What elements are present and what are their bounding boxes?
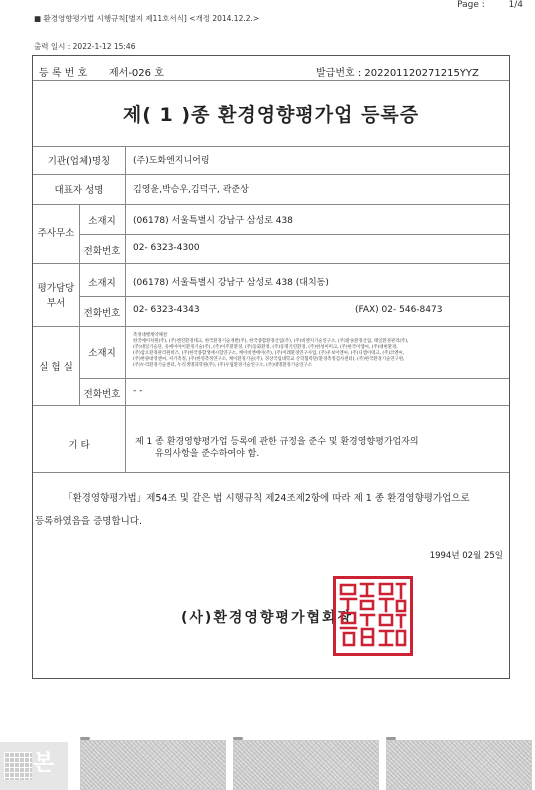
page-label: Page : <box>457 0 485 10</box>
eval-label-2: 부서 <box>46 298 66 309</box>
page-indicator <box>457 0 523 10</box>
lab-address: 측정대행계약체결 한국에이치원(주), (주)엔진환경테크, 한국환경기술개발(주), 한국종합환경산업(주), (주)비엔지기술연구소, (주)환솔환경산업, 태일환경관리(주), (주)대일기술단, 유에이아이환경기술(주), (주)이주환환경, (주)동화환경, (주)동명기연환경, (주)한성이미크, (주)한국이엠씨, (주)대현환경, (주)삼오환경관리원비즈, (주)한국종합생애시험연구소, 케이비엔에이(주), (주)이레환경연구사업, (주)우보이엔씨, (주)디엠이테크, (주)코엔씨, (주)한양대영엔씨, 저기측정, (주)한영측정연구소, 케이환경기술(주), 경상국립대학교 산학협력단(환경측정검사센터), (주)한국환경기술연구원, (주)누리환경기술센터, 누리생명과학원(주), (주)우림환경기술연구소, (주)대명환경기술연구소 <box>133 333 409 368</box>
lab-address-label: 소재지 <box>88 348 116 359</box>
issue-date: 1994년 02월 25일 <box>429 551 503 561</box>
misc-text-2: 유의사항을 준수하여야 함. <box>155 449 260 459</box>
divider <box>33 405 509 406</box>
stamp-grid <box>4 752 32 780</box>
statement-line-2: 등록하였음을 증명합니다. <box>35 516 142 527</box>
misc-label: 기 타 <box>68 440 90 451</box>
code-marker <box>233 737 243 740</box>
issue-number: 발급번호 : 202201120271215YYZ <box>316 68 479 79</box>
stamp-mark: 본 <box>33 751 55 776</box>
divider <box>33 326 509 327</box>
verification-code-1 <box>80 740 226 790</box>
registration-number: 제서-026 호 <box>109 68 164 79</box>
divider <box>33 80 509 81</box>
divider <box>79 296 509 297</box>
certificate-title: 제( 1 )종 환경영향평가업 등록증 <box>122 104 420 126</box>
lab-label: 실 험 실 <box>39 362 73 373</box>
print-date: 출력 일시 : 2022-1-12 15:46 <box>34 42 136 51</box>
divider <box>33 146 509 147</box>
org-label: 기관(업체)명칭 <box>47 156 111 167</box>
registration-label: 등 록 번 호 <box>39 68 88 79</box>
code-marker <box>386 737 396 740</box>
office-phone: 02- 6323-4300 <box>133 243 200 253</box>
page-number: 1/4 <box>508 0 523 10</box>
divider <box>33 174 509 175</box>
watermark-stamp <box>0 742 68 790</box>
rep-label: 대표자 성명 <box>54 185 104 196</box>
lab-phone-label: 전화번호 <box>83 389 121 400</box>
misc-text-1: 제 1 종 환경영향평가업 등록에 관한 규정을 준수 및 환경영향평가업자의 <box>135 437 419 447</box>
issuer-name: (사)환경영향평가협회장 <box>181 610 354 626</box>
divider <box>79 378 509 379</box>
office-phone-label: 전화번호 <box>83 246 121 257</box>
rep-names: 김영윤,박승우,김덕구, 곽준상 <box>133 185 249 195</box>
verification-code-2 <box>233 740 379 790</box>
column-divider <box>79 204 80 405</box>
eval-fax: (FAX) 02- 546-8473 <box>355 305 443 315</box>
official-seal <box>333 576 413 656</box>
org-name: (주)도화엔지니어링 <box>133 156 210 166</box>
office-address: (06178) 서울특별시 강남구 삼성로 438 <box>133 216 293 226</box>
statement-line-1: 「환경영향평가법」제54조 및 같은 법 시행규칙 제24조제2항에 따라 제 1 종 환경영향평가업으로 <box>63 493 470 504</box>
certificate <box>32 55 510 679</box>
eval-address: (06178) 서울특별시 강남구 삼성로 438 (대치동) <box>133 278 329 288</box>
divider <box>33 472 509 473</box>
eval-address-label: 소재지 <box>88 278 116 289</box>
verification-code-3 <box>386 740 532 790</box>
code-marker <box>80 737 90 740</box>
eval-phone: 02- 6323-4343 <box>133 305 200 315</box>
lab-phone: - - <box>133 386 143 396</box>
divider <box>33 204 509 205</box>
divider <box>33 263 509 264</box>
office-address-label: 소재지 <box>88 216 116 227</box>
form-reference: ■ 환경영향평가법 시행규칙[별지 제11호서식] <개정 2014.12.2.> <box>34 14 260 23</box>
eval-phone-label: 전화번호 <box>83 308 121 319</box>
divider <box>79 234 509 235</box>
seal-glyphs <box>336 579 410 653</box>
eval-label-1: 평가담당 <box>37 283 75 294</box>
column-divider <box>125 146 126 472</box>
office-label: 주사무소 <box>37 228 75 239</box>
